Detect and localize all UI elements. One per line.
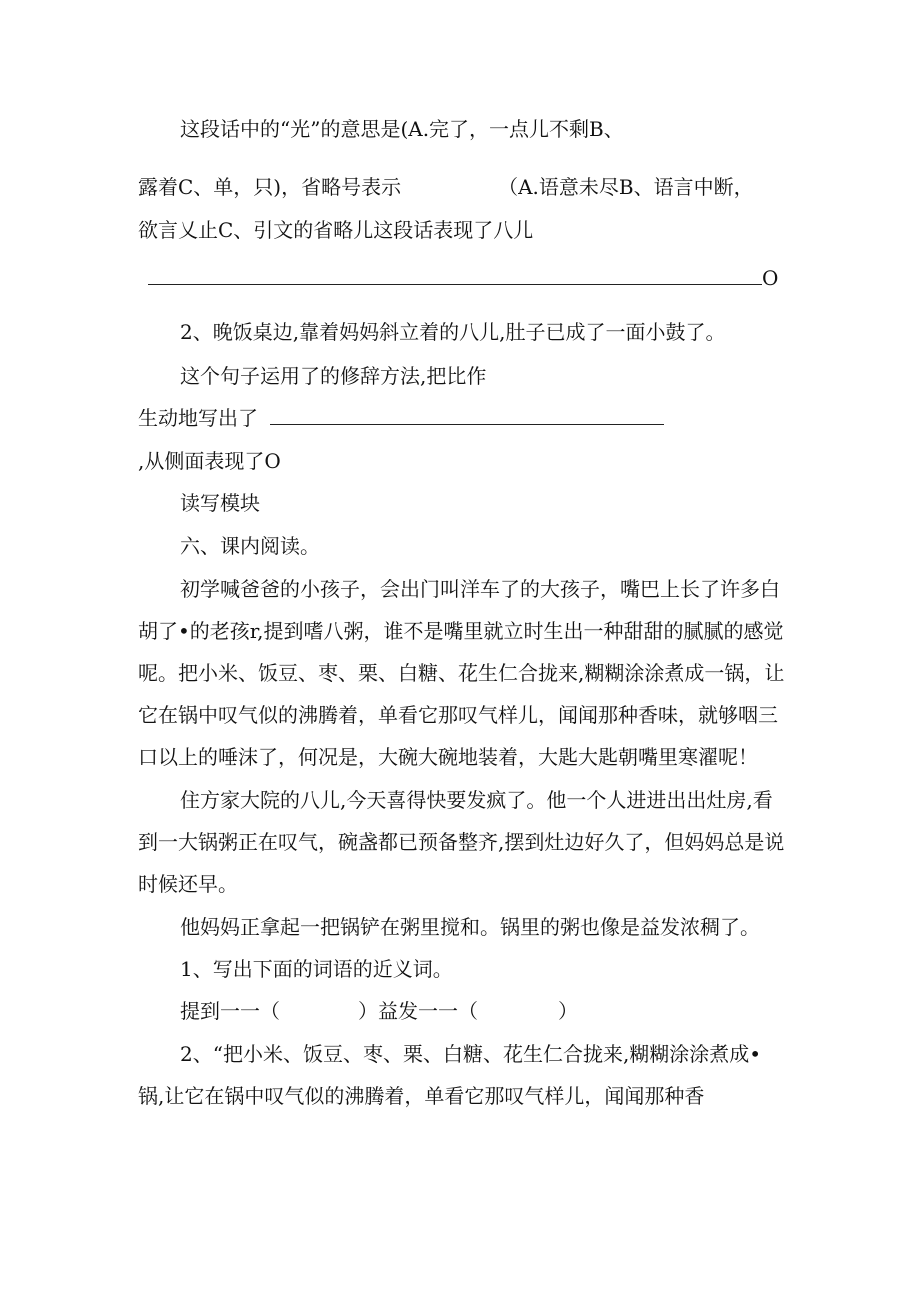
passage-p2-line2: 到一大锅粥正在叹气，碗盏都已预备整齐,摆到灶边好久了，但妈妈总是说	[138, 830, 785, 854]
question-explain-line2-a: 露着C、单，只)，省略号表示	[138, 175, 402, 199]
module-title: 读写模块	[180, 491, 260, 515]
passage-p2-line3: 时候还早。	[138, 872, 238, 896]
answer-blank-line	[148, 283, 762, 285]
exercise-2-line2: 锅,让它在锅中叹气似的沸腾着，单看它那叹气样儿，闻闻那种香	[138, 1084, 705, 1108]
passage-p1-line3: 呢。把小米、饭豆、枣、栗、白糖、花生仁合拢来,糊糊涂涂煮成一锅，让	[138, 661, 785, 685]
passage-p1-line4: 它在锅中叹气似的沸腾着，单看它那叹气样儿，闻闻那种香味，就够咽三	[138, 703, 778, 727]
section-heading: 六、课内阅读。	[180, 534, 320, 558]
question-explain-line4	[0, 264, 920, 292]
line-end-mark: O	[762, 266, 779, 290]
exercise-2-line1: 2、“把小米、饭豆、枣、栗、白糖、花生仁合拢来,糊糊涂涂煮成•	[180, 1042, 762, 1066]
exercise-1: 1、写出下面的词语的近义词。	[180, 957, 453, 981]
q2-line3-text: 生动地写出了	[138, 406, 258, 430]
passage-p1-line1: 初学喊爸爸的小孩子，会出门叫洋车了的大孩子，嘴巴上长了许多白	[180, 577, 780, 601]
q2-line3	[0, 404, 920, 432]
passage-p1-line2: 胡了•的老孩r,提到嗜八粥，谁不是嘴里就立时生出一种甜甜的腻腻的感觉	[138, 619, 784, 643]
answer-blank-line	[270, 423, 664, 425]
question-explain-line2-b: （A.语意未尽B、语言中断，	[498, 175, 754, 199]
q2-line4: ,从侧面表现了O	[138, 449, 281, 473]
synonym-a-label: 提到一一（	[180, 999, 280, 1023]
synonym-b-label: ）益发一一（	[358, 999, 478, 1023]
synonym-close-paren: ）	[558, 999, 578, 1023]
passage-p3: 他妈妈正拿起一把锅铲在粥里搅和。锅里的粥也像是益发浓稠了。	[180, 915, 760, 939]
question-explain-line3: 欲言乂止C、引文的省略儿这段话表现了八儿	[138, 218, 534, 242]
exercise-1-synonyms	[0, 997, 920, 1025]
question-explain-line1: 这段话中的“光”的意思是(A.完了，一点儿不剩B、	[180, 117, 624, 141]
q2-line1: 2、晚饭桌边,靠着妈妈斜立着的八儿,肚子已成了一面小鼓了。	[180, 320, 726, 344]
question-explain-line2	[0, 173, 920, 201]
passage-p2-line1: 住方家大院的八儿,今天喜得快要发疯了。他一个人进进出出灶房,看	[180, 788, 773, 812]
q2-line2: 这个句子运用了的修辞方法,把比作	[180, 364, 487, 388]
passage-p1-line5: 口以上的唾沫了，何况是，大碗大碗地装着，大匙大匙朝嘴里寒濯呢！	[138, 745, 758, 769]
